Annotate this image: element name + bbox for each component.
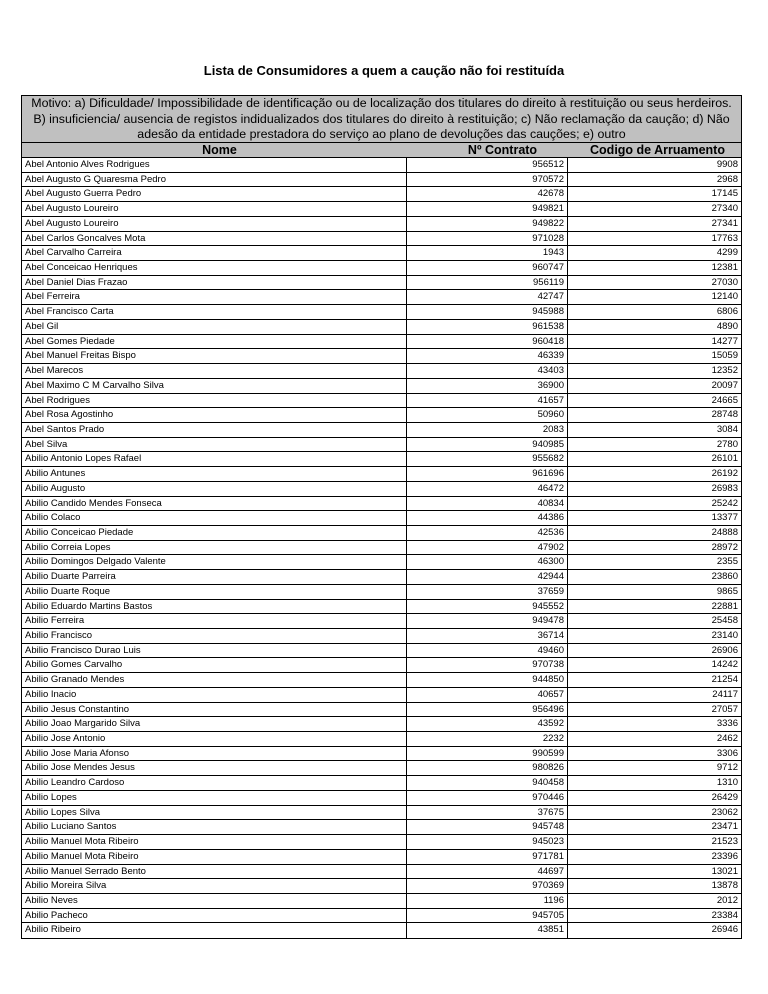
cell-contrato: 42536 xyxy=(407,526,568,541)
cell-contrato: 49460 xyxy=(407,644,568,659)
cell-nome: Abilio Joao Margarido Silva xyxy=(22,717,407,732)
cell-contrato: 42678 xyxy=(407,187,568,202)
cell-contrato: 40657 xyxy=(407,688,568,703)
table-row xyxy=(22,909,741,924)
cell-arruamento: 6806 xyxy=(568,305,741,320)
cell-nome: Abilio Moreira Silva xyxy=(22,879,407,894)
cell-contrato: 44697 xyxy=(407,865,568,880)
cell-contrato: 43403 xyxy=(407,364,568,379)
cell-nome: Abel Ferreira xyxy=(22,290,407,305)
cell-contrato: 971028 xyxy=(407,232,568,247)
cell-contrato: 949478 xyxy=(407,614,568,629)
table-row xyxy=(22,526,741,541)
cell-arruamento: 24665 xyxy=(568,394,741,409)
cell-arruamento: 25242 xyxy=(568,497,741,512)
cell-arruamento: 23471 xyxy=(568,820,741,835)
table-row xyxy=(22,438,741,453)
cell-contrato: 41657 xyxy=(407,394,568,409)
table-row xyxy=(22,452,741,467)
cell-arruamento: 4890 xyxy=(568,320,741,335)
cell-arruamento: 26906 xyxy=(568,644,741,659)
table-row xyxy=(22,570,741,585)
cell-arruamento: 12381 xyxy=(568,261,741,276)
table-row xyxy=(22,585,741,600)
table-row xyxy=(22,555,741,570)
cell-contrato: 971781 xyxy=(407,850,568,865)
cell-contrato: 42944 xyxy=(407,570,568,585)
cell-arruamento: 27030 xyxy=(568,276,741,291)
cell-arruamento: 13377 xyxy=(568,511,741,526)
cell-arruamento: 20097 xyxy=(568,379,741,394)
table-row xyxy=(22,482,741,497)
table-row xyxy=(22,511,741,526)
table-row xyxy=(22,644,741,659)
table-row xyxy=(22,305,741,320)
cell-contrato: 47902 xyxy=(407,541,568,556)
cell-contrato: 944850 xyxy=(407,673,568,688)
table-row xyxy=(22,776,741,791)
table-row xyxy=(22,246,741,261)
cell-nome: Abilio Francisco Durao Luis xyxy=(22,644,407,659)
cell-contrato: 949822 xyxy=(407,217,568,232)
table-row xyxy=(22,187,741,202)
cell-nome: Abilio Ferreira xyxy=(22,614,407,629)
cell-arruamento: 12140 xyxy=(568,290,741,305)
cell-arruamento: 17763 xyxy=(568,232,741,247)
cell-contrato: 2083 xyxy=(407,423,568,438)
cell-nome: Abel Gomes Piedade xyxy=(22,335,407,350)
table-row xyxy=(22,261,741,276)
cell-arruamento: 9908 xyxy=(568,158,741,173)
cell-nome: Abilio Conceicao Piedade xyxy=(22,526,407,541)
table-row xyxy=(22,379,741,394)
table-row xyxy=(22,541,741,556)
cell-nome: Abel Augusto G Quaresma Pedro xyxy=(22,173,407,188)
cell-arruamento: 15059 xyxy=(568,349,741,364)
cell-contrato: 46300 xyxy=(407,555,568,570)
cell-arruamento: 27341 xyxy=(568,217,741,232)
cell-contrato: 956119 xyxy=(407,276,568,291)
cell-arruamento: 23384 xyxy=(568,909,741,924)
cell-nome: Abilio Luciano Santos xyxy=(22,820,407,835)
cell-contrato: 960418 xyxy=(407,335,568,350)
cell-contrato: 43592 xyxy=(407,717,568,732)
cell-nome: Abilio Inacio xyxy=(22,688,407,703)
cell-arruamento: 2355 xyxy=(568,555,741,570)
table-row xyxy=(22,349,741,364)
column-header-contrato: Nº Contrato xyxy=(467,143,538,157)
cell-contrato: 44386 xyxy=(407,511,568,526)
cell-nome: Abel Augusto Loureiro xyxy=(22,217,407,232)
table-row xyxy=(22,158,741,173)
cell-arruamento: 3084 xyxy=(568,423,741,438)
cell-arruamento: 22881 xyxy=(568,600,741,615)
cell-nome: Abel Manuel Freitas Bispo xyxy=(22,349,407,364)
table-row xyxy=(22,865,741,880)
column-header-arruamento: Codigo de Arruamento xyxy=(590,143,725,157)
cell-arruamento: 13878 xyxy=(568,879,741,894)
cell-nome: Abilio Colaco xyxy=(22,511,407,526)
cell-nome: Abilio Candido Mendes Fonseca xyxy=(22,497,407,512)
table-row xyxy=(22,747,741,762)
table-row xyxy=(22,717,741,732)
cell-nome: Abilio Manuel Serrado Bento xyxy=(22,865,407,880)
consumers-table xyxy=(21,95,742,939)
cell-nome: Abilio Neves xyxy=(22,894,407,909)
table-row xyxy=(22,835,741,850)
cell-arruamento: 24117 xyxy=(568,688,741,703)
table-row xyxy=(22,629,741,644)
table-row xyxy=(22,879,741,894)
cell-nome: Abel Carlos Goncalves Mota xyxy=(22,232,407,247)
cell-contrato: 1943 xyxy=(407,246,568,261)
cell-arruamento: 23140 xyxy=(568,629,741,644)
table-body xyxy=(22,158,741,938)
page-title: Lista de Consumidores a quem a caução não foi restituída xyxy=(203,63,565,78)
cell-contrato: 1196 xyxy=(407,894,568,909)
cell-nome: Abilio Gomes Carvalho xyxy=(22,658,407,673)
cell-nome: Abilio Manuel Mota Ribeiro xyxy=(22,835,407,850)
table-row xyxy=(22,217,741,232)
cell-contrato: 2232 xyxy=(407,732,568,747)
cell-arruamento: 26429 xyxy=(568,791,741,806)
cell-nome: Abel Antonio Alves Rodrigues xyxy=(22,158,407,173)
cell-arruamento: 12352 xyxy=(568,364,741,379)
cell-nome: Abilio Duarte Roque xyxy=(22,585,407,600)
cell-arruamento: 1310 xyxy=(568,776,741,791)
cell-arruamento: 2462 xyxy=(568,732,741,747)
cell-nome: Abel Santos Prado xyxy=(22,423,407,438)
cell-arruamento: 27057 xyxy=(568,703,741,718)
table-row xyxy=(22,335,741,350)
table-row xyxy=(22,806,741,821)
cell-contrato: 970369 xyxy=(407,879,568,894)
cell-nome: Abel Rosa Agostinho xyxy=(22,408,407,423)
cell-contrato: 970446 xyxy=(407,791,568,806)
cell-arruamento: 24888 xyxy=(568,526,741,541)
cell-nome: Abel Carvalho Carreira xyxy=(22,246,407,261)
table-row xyxy=(22,614,741,629)
cell-contrato: 945988 xyxy=(407,305,568,320)
table-row xyxy=(22,364,741,379)
cell-nome: Abilio Manuel Mota Ribeiro xyxy=(22,850,407,865)
table-row xyxy=(22,394,741,409)
table-row xyxy=(22,173,741,188)
table-row xyxy=(22,408,741,423)
cell-arruamento: 28748 xyxy=(568,408,741,423)
cell-nome: Abilio Lopes Silva xyxy=(22,806,407,821)
table-row xyxy=(22,658,741,673)
table-header xyxy=(22,143,741,158)
table-row xyxy=(22,202,741,217)
table-row xyxy=(22,497,741,512)
table-row xyxy=(22,894,741,909)
cell-arruamento: 26101 xyxy=(568,452,741,467)
table-row xyxy=(22,290,741,305)
cell-arruamento: 4299 xyxy=(568,246,741,261)
cell-arruamento: 14242 xyxy=(568,658,741,673)
cell-nome: Abilio Pacheco xyxy=(22,909,407,924)
cell-nome: Abel Rodrigues xyxy=(22,394,407,409)
cell-arruamento: 25458 xyxy=(568,614,741,629)
cell-arruamento: 26946 xyxy=(711,924,738,936)
cell-nome: Abilio Antunes xyxy=(22,467,407,482)
cell-contrato: 960747 xyxy=(407,261,568,276)
cell-contrato: 956512 xyxy=(407,158,568,173)
table-row xyxy=(22,467,741,482)
cell-arruamento: 13021 xyxy=(568,865,741,880)
cell-contrato: 40834 xyxy=(407,497,568,512)
cell-contrato: 970572 xyxy=(407,173,568,188)
cell-nome: Abilio Ribeiro xyxy=(22,923,407,938)
cell-contrato: 36900 xyxy=(407,379,568,394)
cell-arruamento: 17145 xyxy=(568,187,741,202)
cell-nome: Abilio Eduardo Martins Bastos xyxy=(22,600,407,615)
cell-contrato: 37675 xyxy=(407,806,568,821)
table-row xyxy=(22,923,741,938)
cell-nome: Abel Augusto Loureiro xyxy=(22,202,407,217)
cell-nome: Abilio Francisco xyxy=(22,629,407,644)
cell-arruamento: 3336 xyxy=(568,717,741,732)
cell-nome: Abel Marecos xyxy=(22,364,407,379)
cell-arruamento: 28972 xyxy=(568,541,741,556)
table-row xyxy=(22,850,741,865)
table-row xyxy=(22,688,741,703)
table-row xyxy=(22,673,741,688)
table-row xyxy=(22,791,741,806)
cell-nome: Abilio Duarte Parreira xyxy=(22,570,407,585)
cell-arruamento: 2780 xyxy=(568,438,741,453)
cell-nome: Abel Silva xyxy=(22,438,407,453)
cell-nome: Abilio Jesus Constantino xyxy=(22,703,407,718)
cell-contrato: 945748 xyxy=(407,820,568,835)
cell-contrato: 50960 xyxy=(407,408,568,423)
cell-nome: Abilio Leandro Cardoso xyxy=(22,776,407,791)
cell-arruamento: 21523 xyxy=(568,835,741,850)
table-row xyxy=(22,423,741,438)
cell-arruamento: 23860 xyxy=(568,570,741,585)
cell-contrato: 961696 xyxy=(407,467,568,482)
cell-arruamento: 3306 xyxy=(568,747,741,762)
cell-contrato: 955682 xyxy=(407,452,568,467)
cell-contrato: 43851 xyxy=(407,923,568,938)
cell-nome: Abel Francisco Carta xyxy=(22,305,407,320)
cell-nome: Abilio Jose Maria Afonso xyxy=(22,747,407,762)
cell-contrato: 970738 xyxy=(407,658,568,673)
cell-nome: Abilio Correia Lopes xyxy=(22,541,407,556)
table-row xyxy=(22,820,741,835)
cell-contrato: 980826 xyxy=(407,761,568,776)
motivo-note: Motivo: a) Dificuldade/ Impossibilidade de identificação ou de localização dos titulares do direito à restituição ou seus herdeiros. B) insuficiencia/ ausencia de registos indidualizados dos titulares do direito à restituição; c) Não reclamação da caução; d) Não adesão da entidade prestadora do serviço ao plano de devoluções das cauções; e) outro xyxy=(22,96,741,143)
table-row xyxy=(22,703,741,718)
column-header-nome: Nome xyxy=(202,143,237,157)
cell-arruamento: 14277 xyxy=(568,335,741,350)
cell-contrato: 961538 xyxy=(407,320,568,335)
cell-contrato: 46472 xyxy=(407,482,568,497)
cell-nome: Abel Maximo C M Carvalho Silva xyxy=(22,379,407,394)
cell-nome: Abilio Antonio Lopes Rafael xyxy=(22,452,407,467)
cell-nome: Abel Gil xyxy=(22,320,407,335)
cell-arruamento: 21254 xyxy=(568,673,741,688)
table-row xyxy=(22,232,741,247)
cell-contrato: 945552 xyxy=(407,600,568,615)
cell-contrato: 949821 xyxy=(407,202,568,217)
table-row xyxy=(22,600,741,615)
cell-arruamento: 2012 xyxy=(568,894,741,909)
cell-contrato: 46339 xyxy=(407,349,568,364)
cell-contrato: 940985 xyxy=(407,438,568,453)
cell-contrato: 37659 xyxy=(407,585,568,600)
cell-nome: Abilio Lopes xyxy=(22,791,407,806)
cell-nome: Abel Conceicao Henriques xyxy=(22,261,407,276)
cell-nome: Abilio Jose Antonio xyxy=(22,732,407,747)
cell-arruamento: 9712 xyxy=(568,761,741,776)
cell-nome: Abilio Augusto xyxy=(22,482,407,497)
cell-nome: Abel Augusto Guerra Pedro xyxy=(22,187,407,202)
cell-contrato: 42747 xyxy=(407,290,568,305)
cell-nome: Abilio Jose Mendes Jesus xyxy=(22,761,407,776)
table-row xyxy=(22,276,741,291)
cell-arruamento: 23062 xyxy=(568,806,741,821)
cell-arruamento: 26192 xyxy=(568,467,741,482)
cell-nome: Abilio Granado Mendes xyxy=(22,673,407,688)
cell-arruamento: 26983 xyxy=(568,482,741,497)
cell-arruamento: 2968 xyxy=(568,173,741,188)
table-row xyxy=(22,732,741,747)
cell-contrato: 945023 xyxy=(407,835,568,850)
cell-contrato: 940458 xyxy=(407,776,568,791)
cell-arruamento: 23396 xyxy=(568,850,741,865)
table-row xyxy=(22,320,741,335)
cell-contrato: 36714 xyxy=(407,629,568,644)
cell-arruamento: 27340 xyxy=(568,202,741,217)
cell-nome: Abilio Domingos Delgado Valente xyxy=(22,555,407,570)
cell-arruamento: 9865 xyxy=(568,585,741,600)
cell-nome: Abel Daniel Dias Frazao xyxy=(22,276,407,291)
cell-contrato: 990599 xyxy=(407,747,568,762)
table-row xyxy=(22,761,741,776)
cell-contrato: 956496 xyxy=(407,703,568,718)
cell-contrato: 945705 xyxy=(407,909,568,924)
